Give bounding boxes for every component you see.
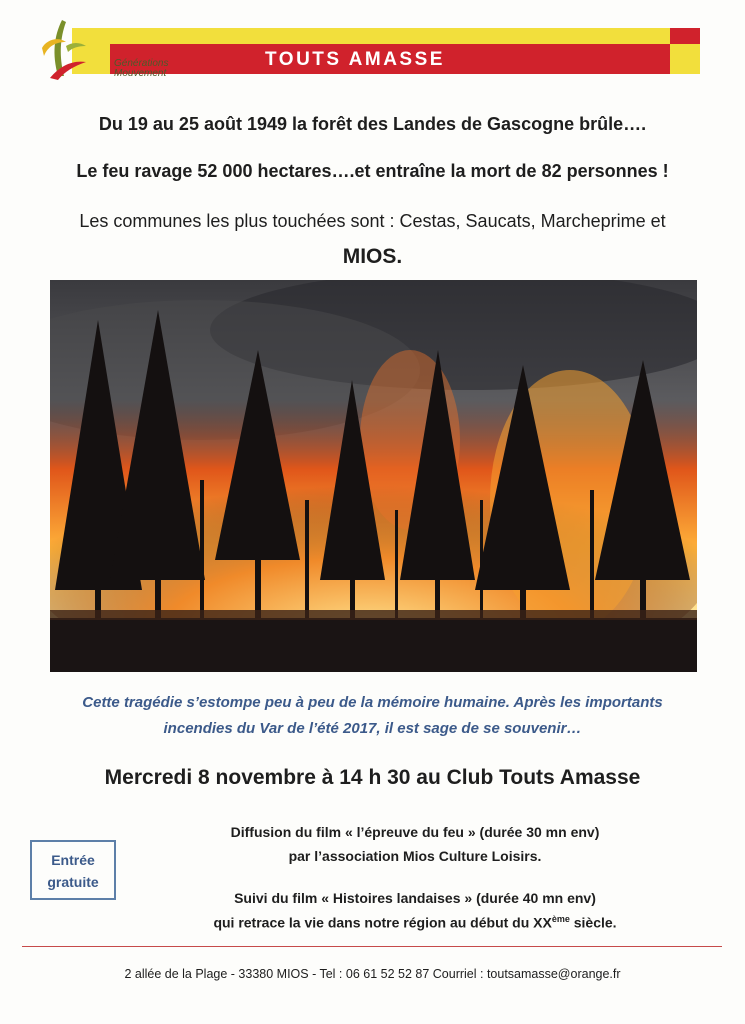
film-detail-4 <box>120 914 710 931</box>
intro-line-3: Les communes les plus touchées sont : Cestas, Saucats, Marcheprime et <box>79 211 666 231</box>
forest-fire-photo <box>50 280 697 672</box>
footer-divider <box>22 946 722 947</box>
logo-line-2: Mouvement <box>114 68 167 79</box>
quote-line-2: incendies du Var de l’été 2017, il est sage de se souvenir… <box>163 720 582 737</box>
intro-line-4: MIOS. <box>342 245 403 268</box>
film-detail-1: Diffusion du film « l’épreuve du feu » (durée 30 mn env) <box>230 824 600 840</box>
badge-line-2: gratuite <box>47 874 99 890</box>
film-detail-3: Suivi du film « Histoires landaises » (durée 40 mn env) <box>234 890 596 906</box>
page-title: TOUTS AMASSE <box>265 49 445 70</box>
badge-line-1: Entrée <box>51 852 95 868</box>
footer-contact: 2 allée de la Plage - 33380 MIOS - Tel : 06 61 52 52 87 Courriel : toutsamasse@orange.fr <box>124 967 621 981</box>
quote-line-1: Cette tragédie s’estompe peu à peu de la mémoire humaine. Après les importants <box>82 694 663 711</box>
detail-4-superscript: ème <box>551 914 570 924</box>
intro-line-2: Le feu ravage 52 000 hectares….et entraîne la mort de 82 personnes ! <box>76 161 669 181</box>
detail-4-end: siècle. <box>569 914 617 931</box>
event-title: Mercredi 8 novembre à 14 h 30 au Club Touts Amasse <box>104 766 641 789</box>
header-band-corner <box>670 28 700 44</box>
intro-line-1: Du 19 au 25 août 1949 la forêt des Landes de Gascogne brûle…. <box>98 114 647 134</box>
film-detail-2: par l’association Mios Culture Loisirs. <box>288 848 542 864</box>
detail-4-text: qui retrace la vie dans notre région au début du XX <box>213 914 552 931</box>
free-entry-badge <box>30 840 116 900</box>
generations-mouvement-logo <box>32 16 169 82</box>
logo-text <box>114 59 194 79</box>
logo-line-1: Générations <box>114 58 169 69</box>
